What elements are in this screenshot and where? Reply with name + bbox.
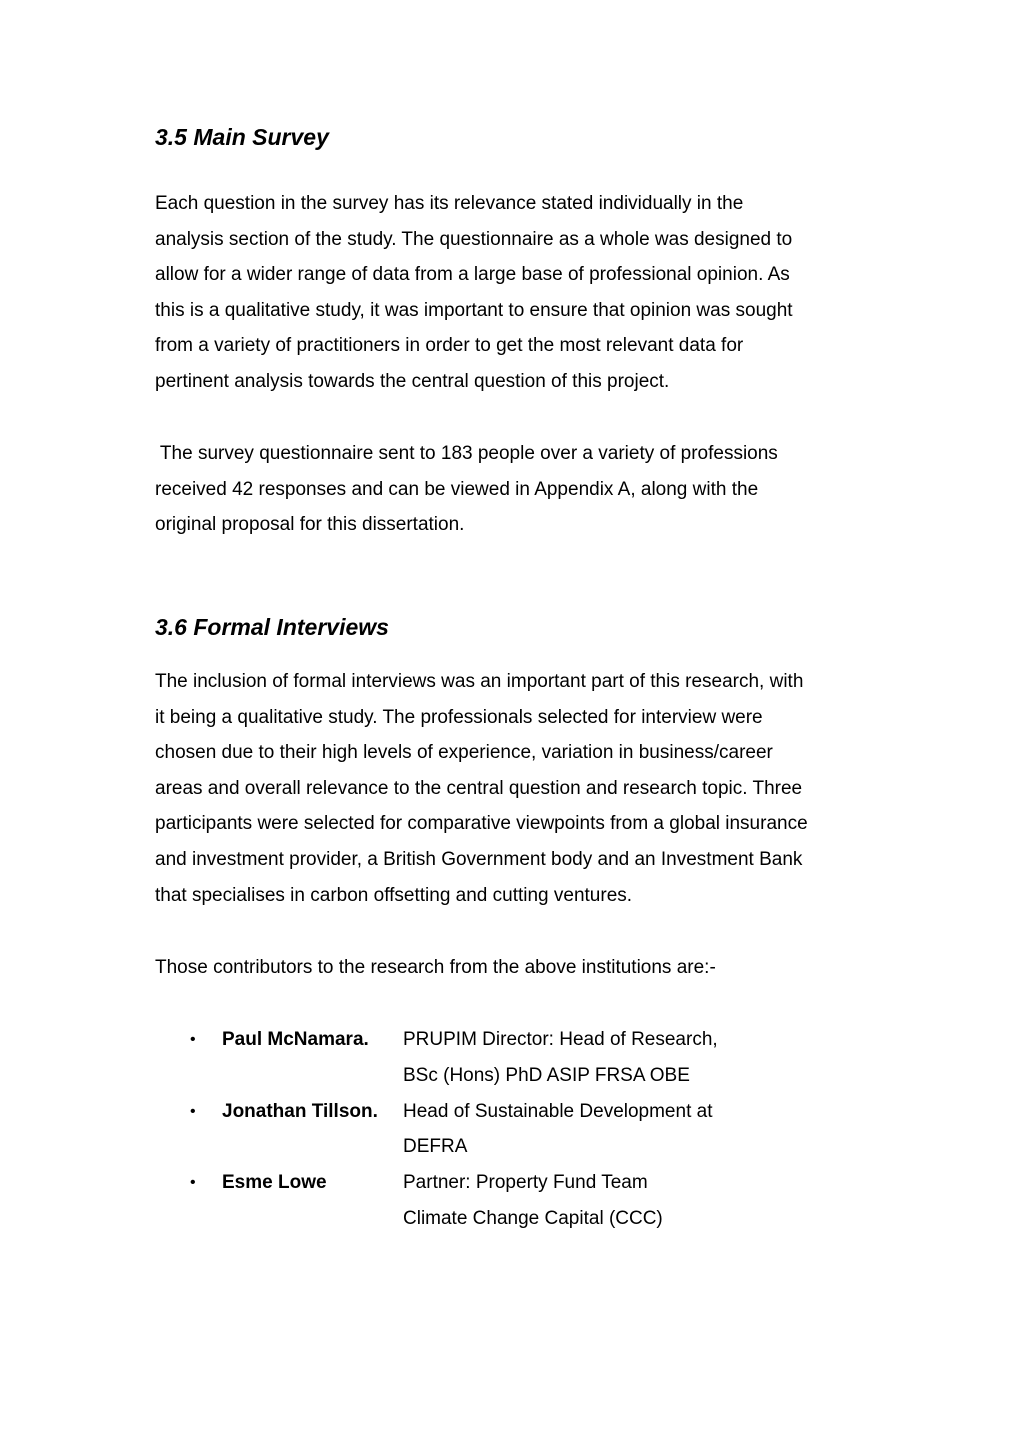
text-line: this is a qualitative study, it was important to ensure that opinion was sought: [155, 299, 793, 321]
list-item: [155, 1094, 875, 1166]
contributor-description: [403, 1094, 712, 1166]
paragraph-contributors-intro: [155, 950, 875, 986]
text-line: The survey questionnaire sent to 183 people over a variety of professions: [155, 443, 778, 464]
bullet-icon: •: [190, 1031, 196, 1048]
contributor-name: Esme Lowe: [222, 1172, 327, 1194]
contributor-name: Paul McNamara.: [222, 1029, 369, 1050]
description-line: Climate Change Capital (CCC): [403, 1207, 663, 1229]
contributor-description: [403, 1022, 718, 1094]
text-line: areas and overall relevance to the central question and research topic. Three: [155, 777, 803, 799]
paragraph-main-survey-1: [155, 186, 875, 400]
text-line: from a variety of practitioners in order to get the most relevant data for: [155, 335, 744, 357]
text-line: allow for a wider range of data from a large base of professional opinion. As: [155, 264, 790, 286]
text-line: The inclusion of formal interviews was an important part of this research, with: [155, 671, 804, 692]
text-line: Those contributors to the research from the above institutions are:-: [155, 957, 716, 978]
description-line: DEFRA: [403, 1136, 468, 1158]
description-line: Head of Sustainable Development at: [403, 1100, 713, 1122]
paragraph-main-survey-2: [155, 436, 875, 543]
list-item: [155, 1165, 875, 1237]
contributor-name: Jonathan Tillson.: [222, 1100, 378, 1122]
text-line: and investment provider, a British Government body and an Investment Bank: [155, 848, 803, 870]
text-line: chosen due to their high levels of experience, variation in business/career: [155, 742, 773, 764]
text-line: received 42 responses and can be viewed in Appendix A, along with the: [155, 478, 759, 500]
text-line: that specialises in carbon offsetting and cutting ventures.: [155, 884, 633, 906]
description-line: PRUPIM Director: Head of Research,: [403, 1029, 718, 1050]
contributor-description: [403, 1165, 663, 1237]
section-heading-formal-interviews: 3.6 Formal Interviews: [155, 614, 389, 640]
bullet-icon: •: [190, 1174, 196, 1192]
text-line: participants were selected for comparative viewpoints from a global insurance: [155, 813, 808, 835]
paragraph-formal-interviews-1: [155, 664, 875, 913]
text-line: pertinent analysis towards the central question of this project.: [155, 370, 670, 392]
description-line: BSc (Hons) PhD ASIP FRSA OBE: [403, 1064, 690, 1086]
text-line: Each question in the survey has its relevance stated individually in the: [155, 193, 744, 214]
list-item: [155, 1022, 875, 1094]
bullet-icon: •: [190, 1102, 196, 1120]
contributors-list: [155, 1022, 875, 1237]
text-line: analysis section of the study. The questionnaire as a whole was designed to: [155, 228, 793, 250]
section-heading-main-survey: 3.5 Main Survey: [155, 124, 329, 150]
text-line: it being a qualitative study. The professionals selected for interview were: [155, 706, 763, 728]
description-line: Partner: Property Fund Team: [403, 1172, 648, 1194]
text-line: original proposal for this dissertation.: [155, 514, 465, 536]
